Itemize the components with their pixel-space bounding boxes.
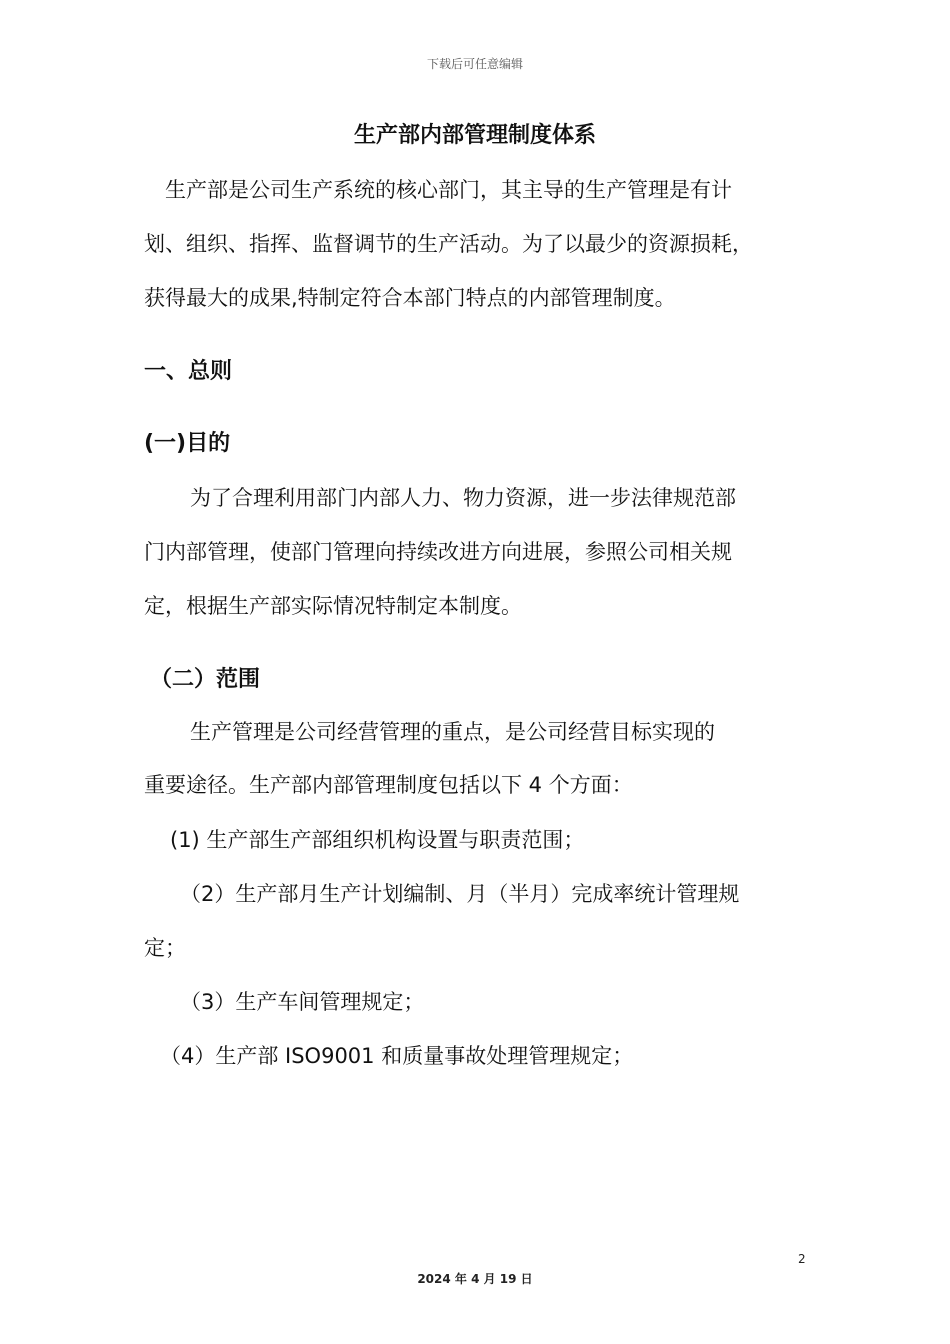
intro-line-2: 划、组织、指挥、监督调节的生产活动。为了以最少的资源损耗， <box>144 232 753 256</box>
purpose-line-3: 定，根据生产部实际情况特制定本制度。 <box>144 594 522 618</box>
purpose-line-2: 门内部管理，使部门管理向持续改进方向进展，参照公司相关规 <box>144 540 732 564</box>
scope-item-3: （3）生产车间管理规定； <box>180 990 425 1014</box>
intro-line-1: 生产部是公司生产系统的核心部门，其主导的生产管理是有计 <box>165 178 732 202</box>
scope-item-2: （2）生产部月生产计划编制、月（半月）完成率统计管理规 <box>180 882 740 906</box>
page-number: 2 <box>798 1252 806 1266</box>
subsection-heading-scope: （二）范围 <box>150 667 261 692</box>
scope-line-2: 重要途径。生产部内部管理制度包括以下 4 个方面： <box>144 773 633 797</box>
page-header: 下载后可任意编辑 <box>426 57 523 71</box>
section-heading-general: 一、总则 <box>144 359 233 384</box>
subsection-heading-purpose: (一)目的 <box>144 431 231 456</box>
intro-line-3: 获得最大的成果,特制定符合本部门特点的内部管理制度。 <box>144 286 676 310</box>
scope-item-2-cont: 定； <box>144 936 186 960</box>
scope-item-4: （4）生产部 ISO9001 和质量事故处理管理规定； <box>160 1044 634 1068</box>
scope-item-1: (1) 生产部生产部组织机构设置与职责范围； <box>170 828 585 852</box>
purpose-line-1: 为了合理利用部门内部人力、物力资源，进一步法律规范部 <box>190 486 736 510</box>
page-footer-date: 2024 年 4 月 19 日 <box>417 1272 533 1286</box>
scope-line-1: 生产管理是公司经营管理的重点，是公司经营目标实现的 <box>190 720 715 744</box>
document-title: 生产部内部管理制度体系 <box>353 123 596 148</box>
